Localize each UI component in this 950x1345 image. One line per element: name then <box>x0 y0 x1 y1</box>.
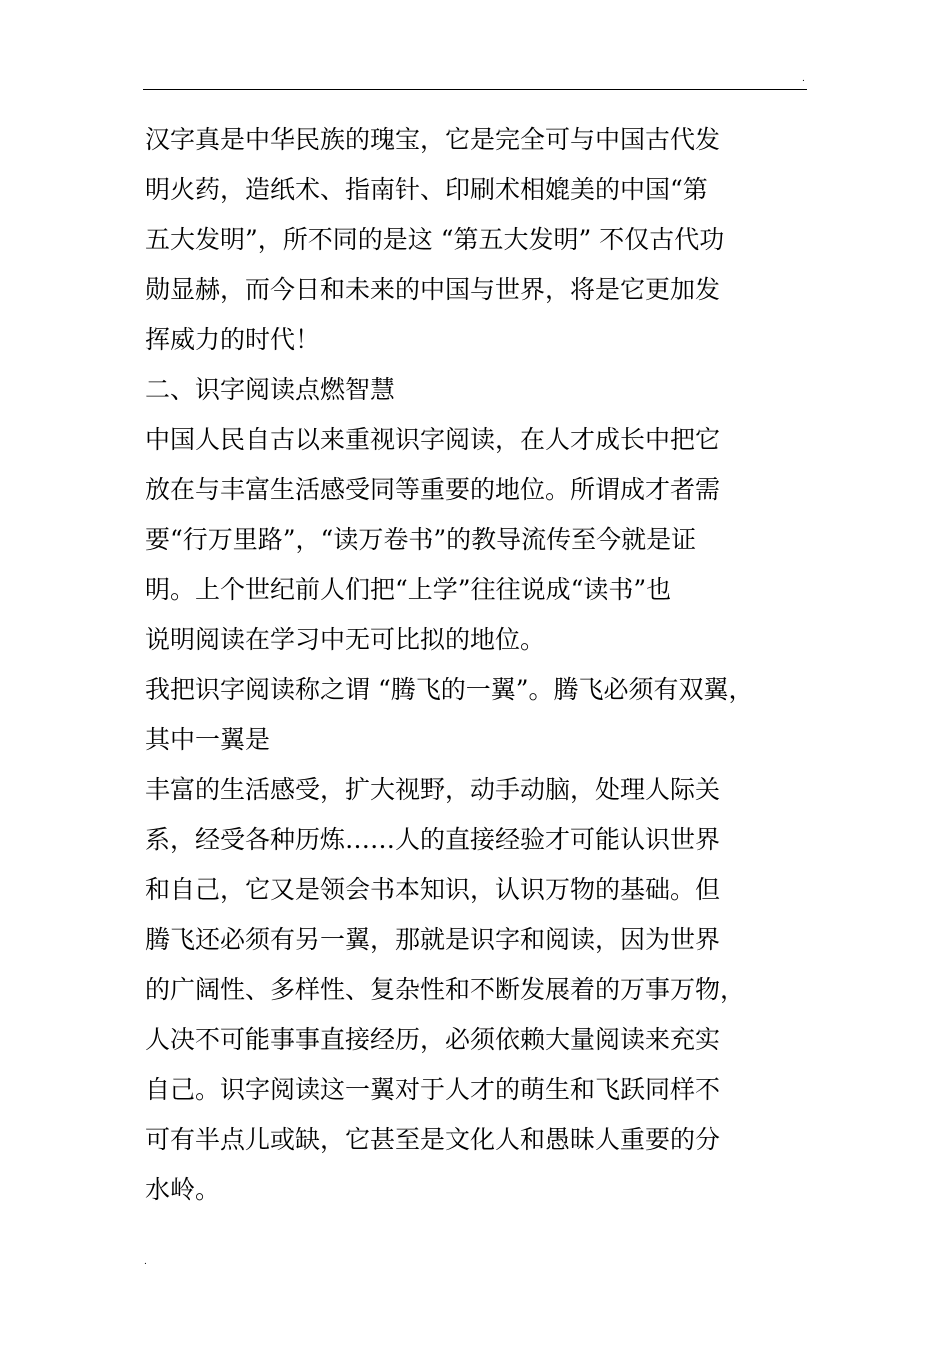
body-line: 自己。识字阅读这一翼对于人才的萌生和飞跃同样不 <box>145 1075 721 1104</box>
body-line: 其中一翼是 <box>145 725 271 754</box>
body-line: 放在与丰富生活感受同等重要的地位。所谓成才者需 <box>145 475 721 504</box>
body-line: 五大发明”，所不同的是这 “第五大发明” 不仅古代功 <box>145 225 725 254</box>
body-line: 系，经受各种历炼……人的直接经验才可能认识世界 <box>145 825 721 854</box>
body-line: 水岭。 <box>145 1175 221 1204</box>
body-line: 汉字真是中华民族的瑰宝，它是完全可与中国古代发 <box>145 125 721 154</box>
body-line: 说明阅读在学习中无可比拟的地位。 <box>145 625 546 654</box>
body-line: 腾飞还必须有另一翼，那就是识字和阅读，因为世界 <box>145 925 721 954</box>
body-line: 可有半点儿或缺，它甚至是文化人和愚昧人重要的分 <box>145 1125 721 1154</box>
body-line: 丰富的生活感受，扩大视野，动手动脑，处理人际关 <box>145 775 721 804</box>
header-rule <box>143 89 807 90</box>
body-line: 人决不可能事事直接经历，必须依赖大量阅读来充实 <box>145 1025 721 1054</box>
body-line: 明。上个世纪前人们把“上学”往往说成“读书”也 <box>145 575 672 604</box>
body-line: 中国人民自古以来重视识字阅读，在人才成长中把它 <box>145 425 721 454</box>
header-corner-mark: . <box>802 74 805 84</box>
body-line: 我把识字阅读称之谓 “腾飞的一翼”。腾飞必须有双翼， <box>145 675 754 704</box>
body-line: 明火药，造纸术、指南针、印刷术相媲美的中国“第 <box>145 175 708 204</box>
body-line: 勋显赫，而今日和未来的中国与世界，将是它更加发 <box>145 275 721 304</box>
body-line: 的广阔性、多样性、复杂性和不断发展着的万事万物， <box>145 975 746 1004</box>
body-line: 挥威力的时代！ <box>145 325 321 354</box>
footer-corner-mark: . <box>144 1257 147 1267</box>
body-line: 要“行万里路”，“读万卷书”的教导流传至今就是证 <box>145 525 697 554</box>
section-heading: 二、识字阅读点燃智慧 <box>145 375 396 404</box>
body-line: 和自己，它又是领会书本知识，认识万物的基础。但 <box>145 875 721 904</box>
